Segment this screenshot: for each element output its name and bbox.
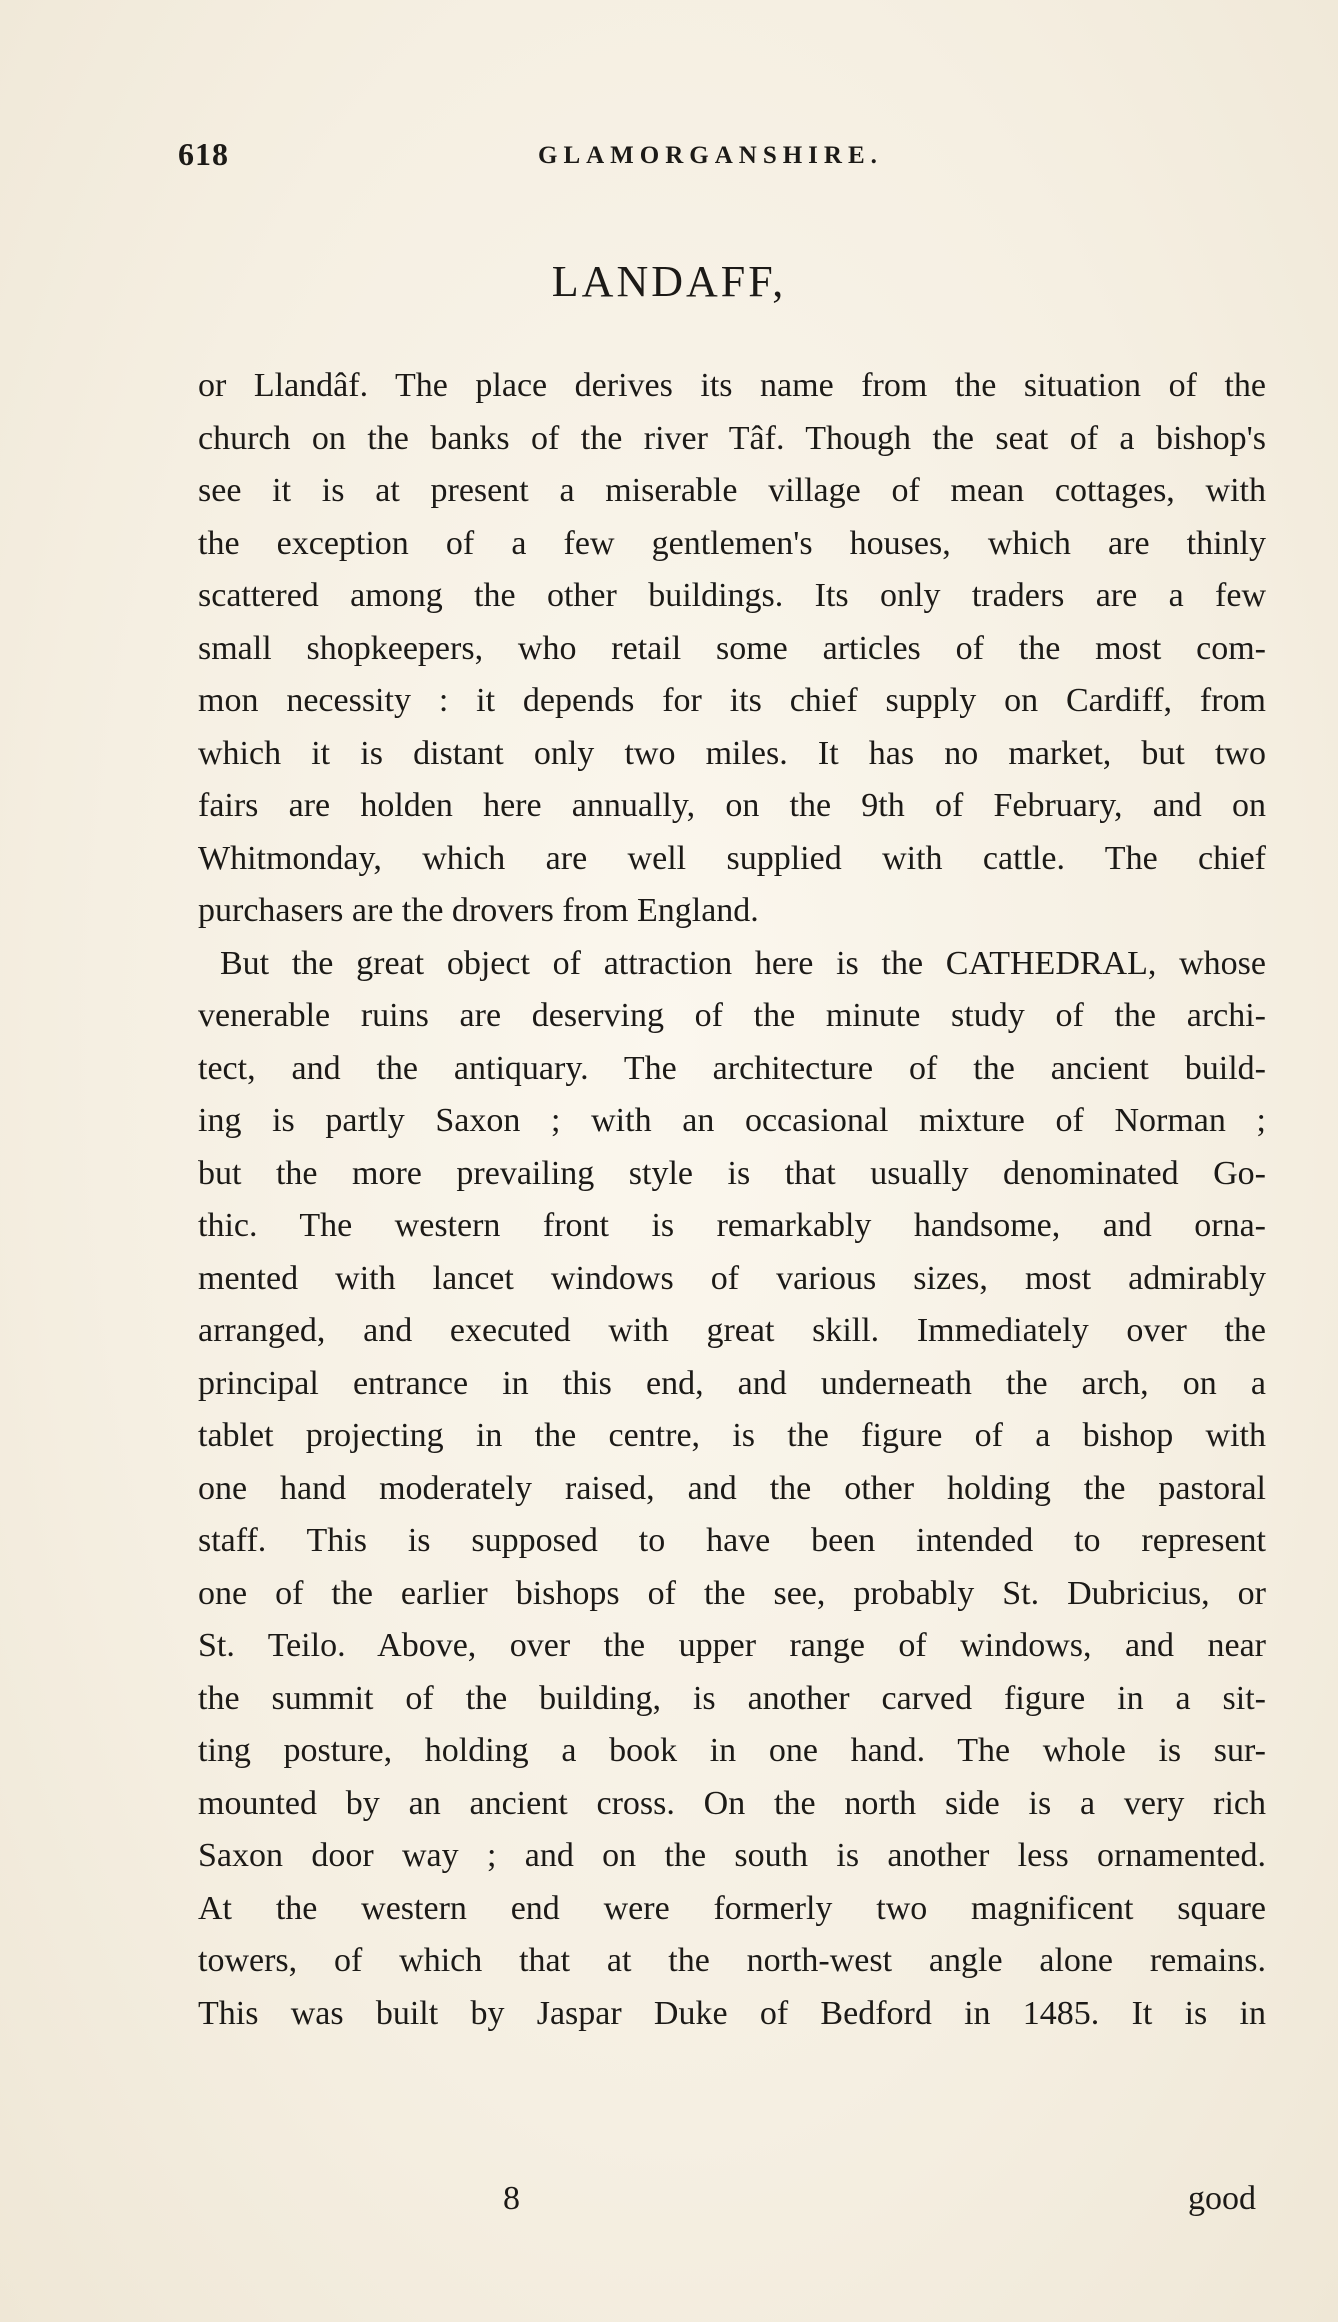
text-line: ting posture, holding a book in one hand. The whole is sur- bbox=[198, 1732, 1266, 1769]
text-line: the summit of the building, is another carved figure in a sit- bbox=[198, 1679, 1266, 1717]
page-number: 618 bbox=[178, 136, 229, 172]
text-line: one hand moderately raised, and the other holding the pastoral bbox=[198, 1469, 1266, 1507]
text-line: but the more prevailing style is that usually denominated Go- bbox=[198, 1154, 1266, 1192]
signature-mark: 8 bbox=[503, 2180, 520, 2217]
text-line: At the western end were formerly two magnificent square bbox=[198, 1889, 1266, 1927]
text-line: mented with lancet windows of various sizes, most admirably bbox=[198, 1259, 1266, 1297]
text-line: principal entrance in this end, and underneath the arch, on a bbox=[198, 1364, 1266, 1402]
text-line: St. Teilo. Above, over the upper range of windows, and near bbox=[198, 1627, 1266, 1664]
text-line: see it is at present a miserable village of mean cottages, with bbox=[198, 472, 1266, 509]
text-line: staff. This is supposed to have been intended to represent bbox=[198, 1522, 1266, 1559]
section-heading: LANDAFF, bbox=[551, 257, 787, 306]
text-line: the exception of a few gentlemen's houses, which are thinly bbox=[198, 524, 1266, 562]
text-line: or Llandâf. The place derives its name from the situation of the bbox=[198, 367, 1266, 404]
text-line: church on the banks of the river Tâf. Though the seat of a bishop's bbox=[198, 419, 1266, 457]
text-line: Saxon door way ; and on the south is another less ornamented. bbox=[198, 1837, 1266, 1874]
running-head bbox=[178, 134, 1278, 174]
page-footer bbox=[198, 2174, 1266, 2224]
text-line: arranged, and executed with great skill. Immediately over the bbox=[198, 1312, 1266, 1349]
text-line: mon necessity : it depends for its chief supply on Cardiff, from bbox=[198, 682, 1266, 719]
text-line: ing is partly Saxon ; with an occasional mixture of Norman ; bbox=[198, 1102, 1266, 1139]
text-line: small shopkeepers, who retail some articles of the most com- bbox=[198, 629, 1266, 667]
body-text bbox=[198, 360, 1266, 2040]
text-line: which it is distant only two miles. It has no market, but two bbox=[198, 734, 1266, 772]
text-line: fairs are holden here annually, on the 9th of February, and on bbox=[198, 787, 1266, 824]
text-line: tect, and the antiquary. The architecture of the ancient build- bbox=[198, 1049, 1266, 1087]
text-line: mounted by an ancient cross. On the north side is a very rich bbox=[198, 1784, 1266, 1822]
text-line: one of the earlier bishops of the see, probably St. Dubricius, or bbox=[198, 1574, 1266, 1612]
text-line: This was built by Jaspar Duke of Bedford in 1485. It is in bbox=[198, 1994, 1266, 2032]
text-line: venerable ruins are deserving of the minute study of the archi- bbox=[198, 997, 1266, 1034]
text-line: tablet projecting in the centre, is the figure of a bishop with bbox=[198, 1417, 1266, 1454]
catchword: good bbox=[1188, 2180, 1256, 2217]
text-line: But the great object of attraction here is the CATHEDRAL, whose bbox=[220, 944, 1266, 982]
text-line: Whitmonday, which are well supplied with cattle. The chief bbox=[198, 839, 1266, 877]
text-line: thic. The western front is remarkably handsome, and orna- bbox=[198, 1207, 1266, 1244]
text-line: scattered among the other buildings. Its only traders are a few bbox=[198, 577, 1266, 614]
text-line: towers, of which that at the north-west angle alone remains. bbox=[198, 1942, 1266, 1979]
text-line: purchasers are the drovers from England. bbox=[198, 892, 759, 929]
running-title: GLAMORGANSHIRE. bbox=[538, 142, 883, 169]
